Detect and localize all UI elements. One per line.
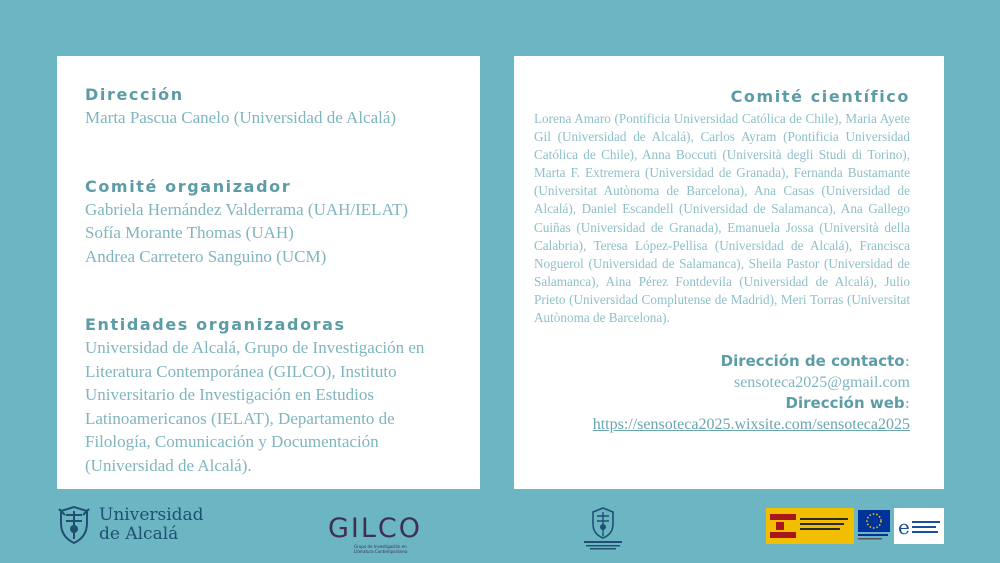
comite-organizador-title: Comité organizador: [85, 176, 292, 196]
gilco-logo-subtitle: Grupo de Investigación en Literatura Contemporánea: [354, 544, 408, 554]
web-url-row: [534, 414, 910, 435]
universidad-alcala-logo: [57, 503, 204, 547]
uah-logo-text: [99, 506, 204, 544]
comite-organizador-section: [85, 176, 458, 269]
contact-label-row: [534, 351, 910, 372]
direccion-title: Dirección: [85, 85, 184, 104]
contact-label: Dirección de contacto: [720, 352, 905, 371]
direccion-section: [85, 84, 458, 130]
entidades-section: [85, 314, 458, 478]
comite-cientifico-title: Comité científico: [730, 87, 910, 106]
organization-card: [57, 56, 480, 489]
web-label-row: [534, 393, 910, 414]
comite-member: Gabriela Hernández Valderrama (UAH/IELAT): [85, 199, 409, 219]
ielat-logo: [578, 506, 628, 552]
contact-email[interactable]: sensoteca2025@gmail.com: [733, 374, 910, 392]
ielat-crest-icon: [578, 506, 628, 552]
uah-crest-icon: [57, 505, 91, 545]
comite-member: Sofía Morante Thomas (UAH): [85, 223, 294, 242]
contact-colon: :: [904, 351, 910, 371]
contact-block: [534, 351, 910, 435]
funding-logos-icon: [766, 508, 944, 544]
ministerio-ue-aei-logos: [766, 508, 944, 544]
entidades-title: Entidades organizadoras: [85, 315, 346, 334]
scientific-committee-card: [514, 56, 944, 489]
svg-text:e: e: [898, 515, 910, 539]
comite-cientifico-text: Lorena Amaro (Pontificia Universidad Católica de Chile), Maria Ayete Gil (Universidad de Alcalá), Carlos Ayram (Pontificia Universidad Católica de Chile), Anna Boccuti (Università degli Studi di Torino), Marta F. Extremera (Universidad de Granada), Fernanda Bustamante (Universitat Autònoma de Barcelona), Ana Casas (Universidad de Alcalá), Daniel Escandell (Universidad de Salamanca), Ana Gallego Cuiñas (Universidad de Granada), Emanuela Jossa (Università della Calabria), Teresa López-Pellisa (Universidad de Alcalá), Francisca Noguerol (Universidad de Salamanca), Sheila Pastor (Universidad de Salamanca), Aina Pérez Fontdevila (Universidad de Alcalá), Julio Prieto (Universidad Complutense de Madrid), Meri Torras (Universitat Autònoma de Barcelona).: [534, 111, 910, 326]
entidades-text: Universidad de Alcalá, Grupo de Investigación en Literatura Contemporánea (GILCO), Instituto Universitario de Investigación en Estudios Latinoamericanos (IELAT), Departamento de Filología, Comunicación y Documentación (Universidad de Alcalá).: [85, 338, 425, 475]
direccion-name: Marta Pascua Canelo (Universidad de Alcalá): [85, 108, 397, 127]
web-link[interactable]: https://sensoteca2025.wixsite.com/sensoteca2025: [592, 416, 910, 434]
web-label: Dirección web: [785, 394, 905, 413]
web-colon: :: [904, 393, 910, 413]
comite-member: Andrea Carretero Sanguino (UCM): [85, 246, 327, 266]
gilco-logo: [328, 513, 432, 554]
uah-logo-line1: Universidad: [99, 505, 204, 525]
gilco-logo-word: GILCO: [328, 513, 423, 544]
uah-logo-line2: de Alcalá: [99, 524, 179, 544]
